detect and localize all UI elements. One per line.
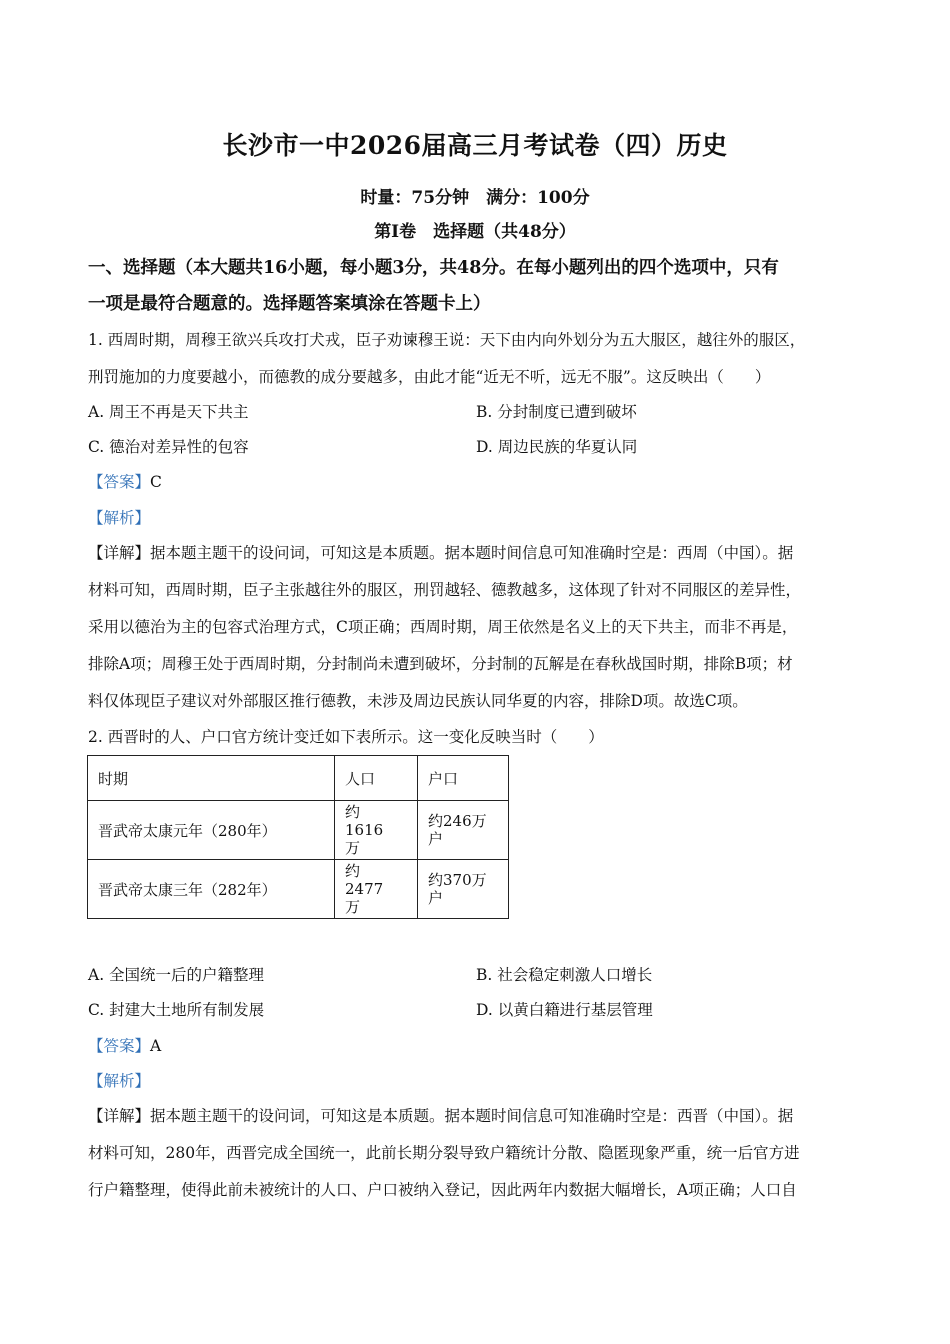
q2-stem: 2. 西晋时的人、户口官方统计变迁如下表所示。这一变化反映当时（ ） [88, 728, 604, 746]
q2-option-a: A. 全国统一后的户籍整理 [88, 966, 265, 984]
q2-detail-line1: 【详解】据本题主题干的设问词，可知这是本质题。据本题时间信息可知准确时空是：西晋（中国）。据 [88, 1107, 794, 1125]
section-instructions-line1: 一、选择题（本大题共16小题，每小题3分，共48分。在每小题列出的四个选项中，只有 [88, 258, 779, 278]
table-header-cell: 人口 [335, 756, 418, 801]
table-cell: 约246万户 [418, 801, 509, 860]
q2-analysis-label: 【解析】 [88, 1072, 151, 1090]
q1-detail-line1: 【详解】据本题主题干的设问词，可知这是本质题。据本题时间信息可知准确时空是：西周（中国）。据 [88, 544, 794, 562]
table-cell: 约2477万 [335, 860, 418, 919]
q2-detail-line3: 行户籍整理，使得此前未被统计的人口、户口被纳入登记，因此两年内数据大幅增长，A项正确；人口自 [88, 1181, 797, 1199]
q2-detail-line2: 材料可知，280年，西晋完成全国统一，此前长期分裂导致户籍统计分散、隐匿现象严重，统一后官方进 [88, 1144, 800, 1162]
table-cell: 约1616万 [335, 801, 418, 860]
q1-stem-line2: 刑罚施加的力度要越小，而德教的成分要越多，由此才能“近无不听，远无不服”。这反映出（ ） [88, 368, 771, 386]
q1-option-d: D. 周边民族的华夏认同 [476, 438, 638, 456]
detail-label: 【详解】 [88, 544, 151, 562]
exam-time-info: 时量：75分钟 满分：100分 [360, 188, 590, 208]
table-cell: 晋武帝太康三年（282年） [88, 860, 335, 919]
table-header-row [88, 756, 509, 801]
q2-answer [88, 1034, 161, 1056]
table-header-cell: 时期 [88, 756, 335, 801]
q1-detail-line5: 料仅体现臣子建议对外部服区推行德教，未涉及周边民族认同华夏的内容，排除D项。故选C项。 [88, 692, 748, 710]
page-title: 长沙市一中2026届高三月考试卷（四）历史 [222, 131, 728, 160]
q2-option-d: D. 以黄白籍进行基层管理 [476, 1001, 653, 1019]
population-table [87, 755, 509, 919]
answer-value: C [150, 473, 162, 491]
answer-label: 【答案】 [88, 1037, 151, 1055]
q1-analysis-label: 【解析】 [88, 509, 151, 527]
table-row [88, 801, 509, 860]
answer-value: A [150, 1037, 162, 1055]
q1-stem-line1: 1. 西周时期，周穆王欲兴兵攻打犬戎，臣子劝谏穆王说：天下由内向外划分为五大服区，越往外的服区， [88, 331, 806, 349]
q1-option-a: A. 周王不再是天下共主 [88, 403, 249, 421]
section-instructions-line2: 一项是最符合题意的。选择题答案填涂在答题卡上） [88, 294, 491, 314]
table-cell: 晋武帝太康元年（280年） [88, 801, 335, 860]
detail-label: 【详解】 [88, 1107, 151, 1125]
q1-answer [88, 470, 162, 492]
q2-option-c: C. 封建大土地所有制发展 [88, 1001, 265, 1019]
q1-option-b: B. 分封制度已遭到破坏 [476, 403, 637, 421]
q1-detail-line4: 排除A项；周穆王处于西周时期，分封制尚未遭到破坏，分封制的瓦解是在春秋战国时期，排除B项；材 [88, 655, 793, 673]
volume-heading: 第Ⅰ卷 选择题（共48分） [374, 222, 576, 242]
q2-option-b: B. 社会稳定刺激人口增长 [476, 966, 653, 984]
table-header-cell: 户口 [418, 756, 509, 801]
table-cell: 约370万户 [418, 860, 509, 919]
q1-option-c: C. 德治对差异性的包容 [88, 438, 249, 456]
q1-detail-line3: 采用以德治为主的包容式治理方式，C项正确；西周时期，周王依然是名义上的天下共主，而非不再是， [88, 618, 798, 636]
table-row [88, 860, 509, 919]
q1-detail-line2: 材料可知，西周时期，臣子主张越往外的服区，刑罚越轻、德教越多，这体现了针对不同服区的差异性， [88, 581, 802, 599]
answer-label: 【答案】 [88, 473, 151, 491]
